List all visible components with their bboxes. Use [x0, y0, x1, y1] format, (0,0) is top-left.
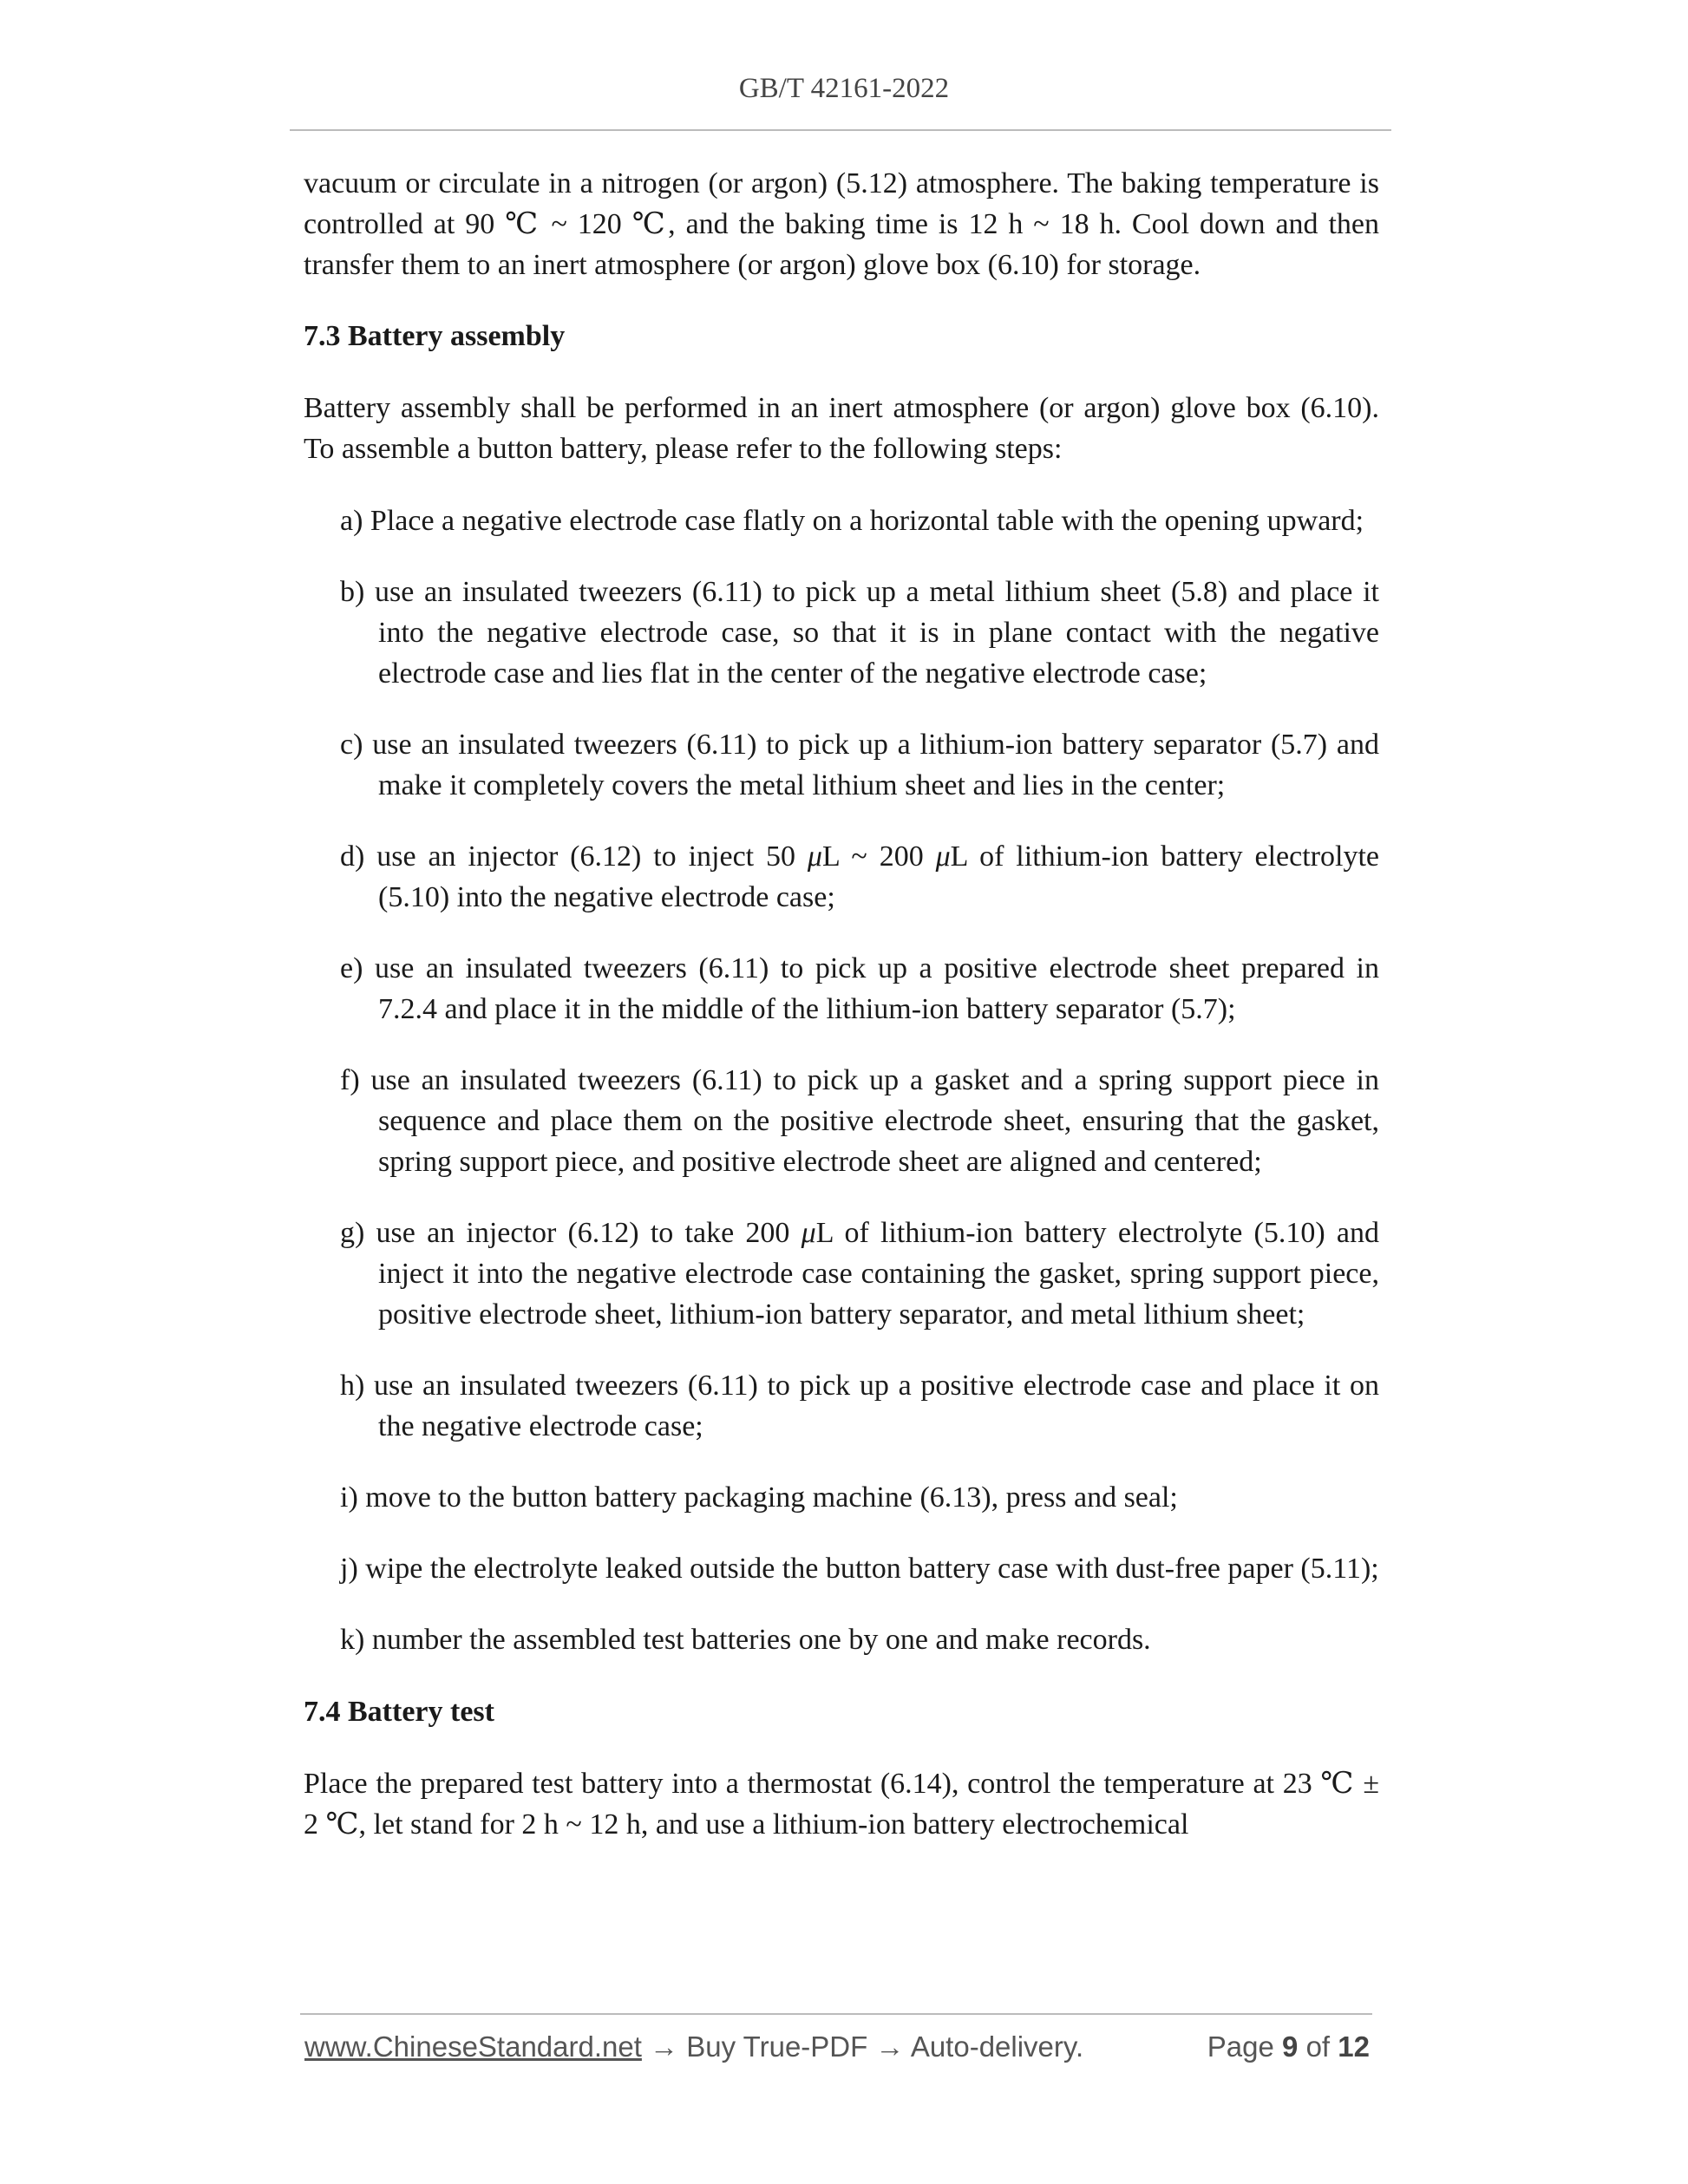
list-item: b) use an insulated tweezers (6.11) to pick up a metal lithium sheet (5.8) and place it into the negative electrode case, so that it is in plane contact with the negative electrode case and lies flat in the center of the negative electrode case; [340, 576, 1379, 690]
step-text-end: L of lithium-ion battery electrolyte (5.10) into the negative electrode case; [378, 840, 1379, 913]
page-label: Page [1207, 2030, 1274, 2063]
list-item: j) wipe the electrolyte leaked outside the button battery case with dust-free paper (5.11); [340, 1553, 1379, 1585]
page-footer [304, 2030, 1370, 2063]
list-item [340, 1213, 1379, 1335]
mu-symbol: μ [801, 1217, 816, 1249]
list-item [340, 836, 1379, 918]
header-divider [290, 129, 1391, 131]
step-text-middle: L ~ 200 [821, 840, 936, 873]
of-label: of [1305, 2030, 1331, 2063]
mu-symbol: μ [935, 840, 951, 873]
step-text-start: g) use an injector (6.12) to take 200 [340, 1217, 801, 1249]
section-heading-7-4: 7.4 Battery test [304, 1696, 494, 1728]
list-item: k) number the assembled test batteries one by one and make records. [340, 1624, 1151, 1656]
list-item: h) use an insulated tweezers (6.11) to pick up a positive electrode case and place it on the negative electrode case; [340, 1370, 1379, 1442]
total-pages-number: 12 [1338, 2030, 1370, 2063]
step-text-start: d) use an injector (6.12) to inject 50 [340, 840, 808, 873]
assembly-steps-list [304, 500, 1379, 1660]
list-item: i) move to the button battery packaging machine (6.13), press and seal; [340, 1481, 1178, 1514]
list-item: f) use an insulated tweezers (6.11) to pick up a gasket and a spring support piece in sequence and place them on the positive electrode sheet, ensuring that the gasket, spring support piece, and positive electrode sheet are aligned and centered; [340, 1064, 1379, 1178]
current-page-number: 9 [1282, 2030, 1299, 2063]
list-item: a) Place a negative electrode case flatly on a horizontal table with the opening upward; [340, 505, 1364, 537]
step-text-end: L of lithium-ion battery electrolyte (5.10) and inject it into the negative electrode case containing the gasket, spring support piece, positive electrode sheet, lithium-ion battery separator, and metal lithium sheet; [378, 1217, 1380, 1331]
section-7-4-paragraph: Place the prepared test battery into a thermostat (6.14), control the temperature at 23 ℃ ± 2 ℃, let stand for 2 h ~ 12 h, and use a lithium-ion battery electrochemical [304, 1768, 1379, 1841]
intro-paragraph: vacuum or circulate in a nitrogen (or argon) (5.12) atmosphere. The baking temperature is controlled at 90 ℃ ~ 120 ℃, and the baking time is 12 h ~ 18 h. Cool down and then transfer them to an inert atmosphere (or argon) glove box (6.10) for storage. [304, 167, 1379, 281]
chinesestandard-link[interactable]: www.ChineseStandard.net [304, 2030, 642, 2063]
list-item: c) use an insulated tweezers (6.11) to pick up a lithium-ion battery separator (5.7) and make it completely covers the metal lithium sheet and lies in the center; [340, 729, 1379, 801]
footer-tagline: → Buy True-PDF → Auto-delivery. [641, 2030, 1084, 2063]
footer-divider [300, 2013, 1372, 2015]
section-heading-7-3: 7.3 Battery assembly [304, 320, 566, 352]
standard-code-header: GB/T 42161-2022 [738, 73, 950, 104]
page-indicator [1207, 2030, 1370, 2063]
section-7-3-paragraph: Battery assembly shall be performed in an inert atmosphere (or argon) glove box (6.10). To assemble a button battery, please refer to the following steps: [304, 392, 1379, 465]
document-body [304, 163, 1379, 1876]
mu-symbol: μ [807, 840, 822, 873]
list-item: e) use an insulated tweezers (6.11) to pick up a positive electrode sheet prepared in 7.2.4 and place it in the middle of the lithium-ion battery separator (5.7); [340, 952, 1379, 1025]
